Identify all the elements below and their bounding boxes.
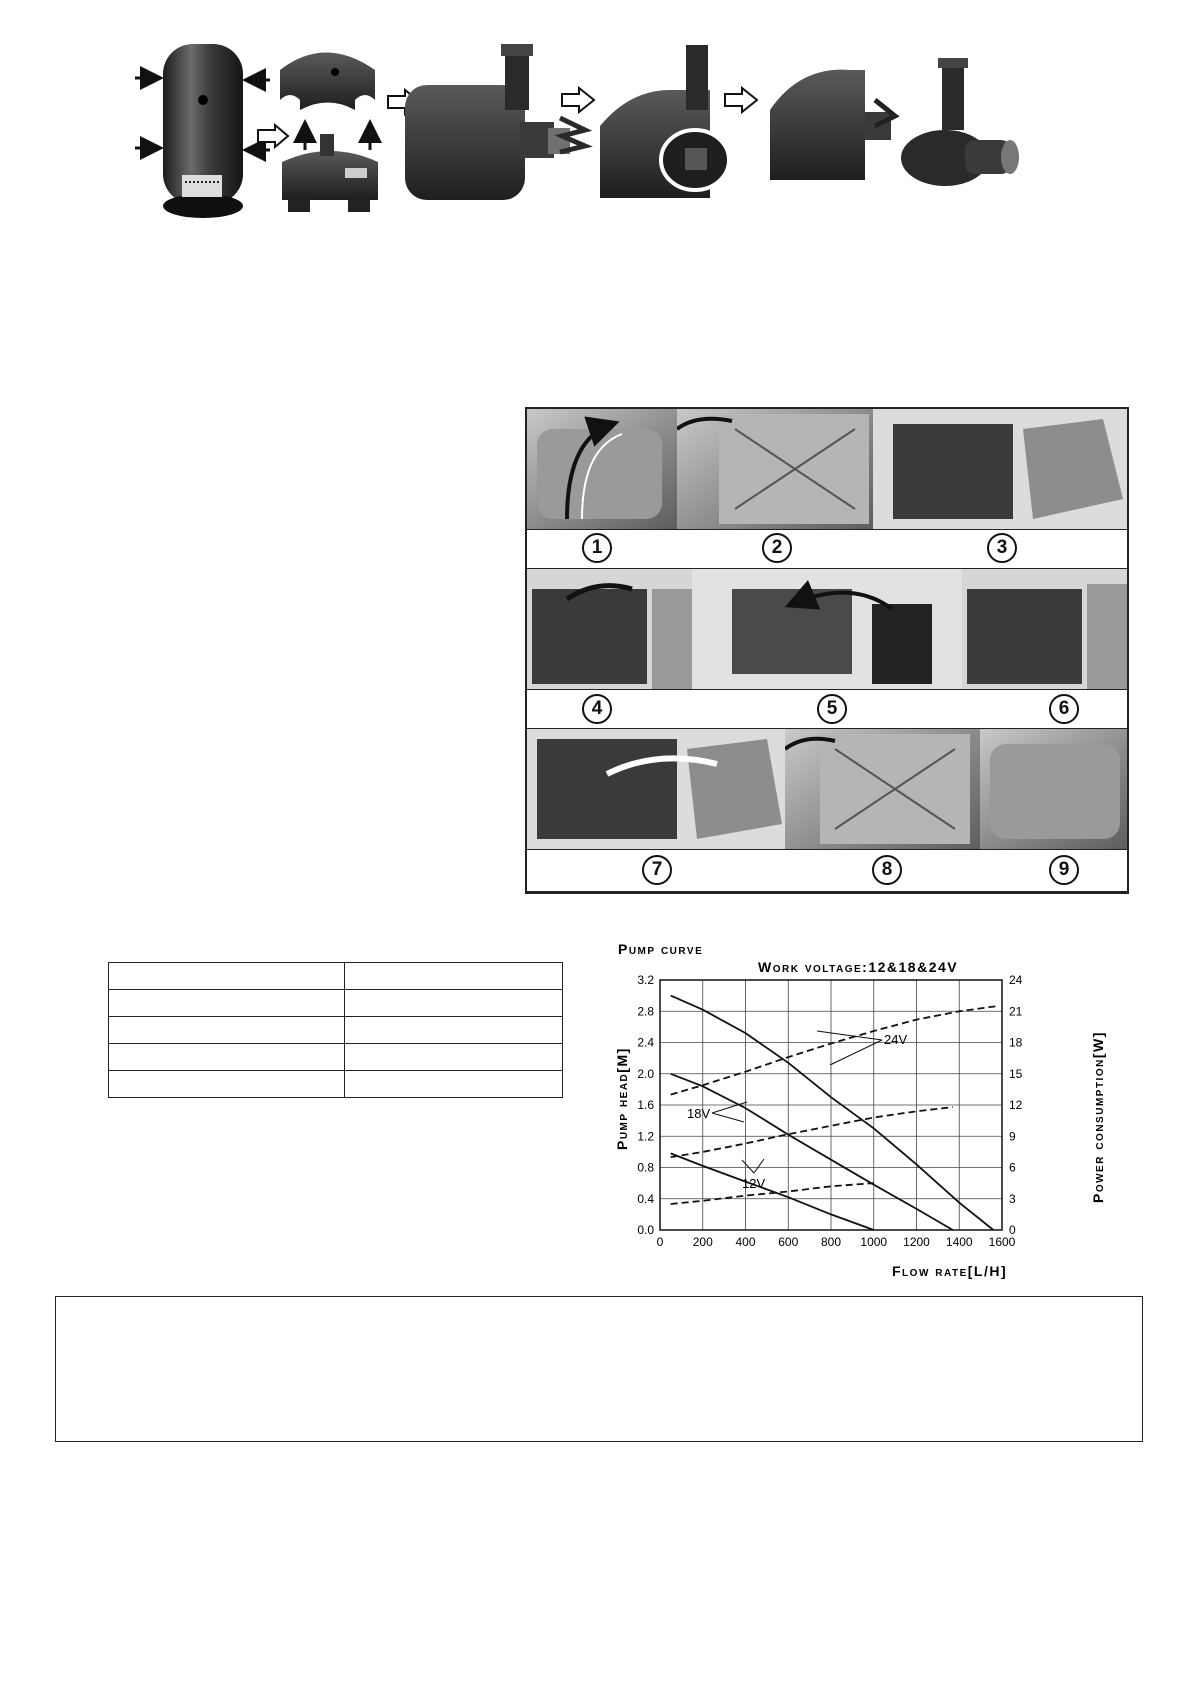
x-tick-label: 400 (735, 1235, 756, 1249)
series-power-18v (671, 1107, 953, 1157)
step-number: 6 (1049, 694, 1079, 724)
x-tick-label: 200 (692, 1235, 713, 1249)
step-number: 2 (762, 533, 792, 563)
y-tick-label: 0.4 (637, 1191, 654, 1206)
annotation-18v: 18V (687, 1106, 711, 1121)
series-head-24v (671, 996, 994, 1230)
y-axis-ticks (637, 973, 654, 1237)
chart-annotations (712, 1031, 882, 1173)
step-label-row-1 (527, 529, 1127, 569)
y2-axis-label: Power consumption[W] (1090, 1031, 1106, 1203)
chart-series (671, 996, 998, 1230)
step-photo-1 (527, 409, 677, 529)
pump-body (405, 44, 585, 200)
step-number: 8 (872, 855, 902, 885)
y-axis-label: Pump head[M] (614, 1047, 630, 1150)
step-photo-7 (527, 729, 785, 849)
y2-tick-label: 15 (1009, 1066, 1023, 1081)
y-tick-label: 2.0 (637, 1066, 654, 1081)
pump-motor-unit (282, 134, 378, 212)
x-axis-label: Flow rate[L/H] (892, 1263, 1008, 1279)
step-label-row-3 (527, 849, 1127, 892)
step-number: 3 (987, 533, 1017, 563)
x-tick-label: 1600 (988, 1235, 1016, 1249)
table-cell (109, 1017, 345, 1044)
table-cell (109, 1044, 345, 1071)
table-cell (345, 1071, 563, 1098)
pump-cover-half (280, 53, 375, 111)
x-tick-label: 1200 (903, 1235, 930, 1249)
y-tick-label: 2.8 (637, 1004, 654, 1019)
table-row (109, 1071, 563, 1098)
table-row (109, 1044, 563, 1071)
x-tick-label: 600 (778, 1235, 799, 1249)
y2-tick-label: 9 (1009, 1129, 1016, 1144)
table-cell (109, 990, 345, 1017)
y2-tick-label: 6 (1009, 1160, 1016, 1175)
x-axis-ticks (657, 1235, 1016, 1249)
x-tick-label: 1400 (945, 1235, 973, 1249)
y-tick-label: 0.8 (637, 1160, 654, 1175)
y2-tick-label: 24 (1009, 973, 1023, 987)
table-row (109, 963, 563, 990)
table-row (109, 990, 563, 1017)
table-cell (109, 963, 345, 990)
pump-curve-chart (592, 938, 1112, 1288)
table-row (109, 1017, 563, 1044)
y-tick-label: 2.4 (637, 1035, 654, 1050)
notice-box (55, 1296, 1143, 1442)
step-number: 4 (582, 694, 612, 724)
step-number: 5 (817, 694, 847, 724)
step-photo-9 (980, 729, 1127, 849)
table-cell (345, 963, 563, 990)
chart-subtitle: Work voltage:12&18&24V (758, 959, 959, 975)
step-photo-4 (527, 569, 692, 689)
y2-axis-ticks (1009, 973, 1023, 1237)
step-number: 7 (642, 855, 672, 885)
annotation-12v: 12V (742, 1176, 766, 1191)
step-photo-2 (677, 409, 873, 529)
pump-rotate-step (600, 45, 729, 198)
y-tick-label: 1.6 (637, 1098, 654, 1112)
y2-tick-label: 18 (1009, 1035, 1023, 1050)
y2-tick-label: 12 (1009, 1098, 1023, 1112)
annotation-24v: 24V (884, 1032, 908, 1047)
chart-grid (660, 980, 1002, 1230)
y-tick-label: 0.0 (637, 1223, 654, 1237)
battery-replacement-steps (525, 407, 1129, 894)
table-cell (109, 1071, 345, 1098)
spec-table (108, 962, 563, 1098)
x-tick-label: 0 (656, 1235, 664, 1249)
pump-disassembly-illustration (130, 30, 1090, 230)
step-photo-8 (785, 729, 980, 849)
series-power-12v (671, 1183, 874, 1204)
pump-separated-parts (770, 58, 1019, 186)
y2-tick-label: 3 (1009, 1191, 1016, 1206)
table-cell (345, 990, 563, 1017)
y-tick-label: 1.2 (637, 1129, 654, 1144)
step-photo-5 (692, 569, 962, 689)
x-tick-label: 800 (820, 1235, 842, 1249)
step-photo-3 (873, 409, 1127, 529)
table-cell (345, 1017, 563, 1044)
y2-tick-label: 21 (1009, 1004, 1023, 1019)
y2-tick-label: 0 (1009, 1223, 1016, 1237)
pump-housing (163, 44, 243, 218)
table-cell (345, 1044, 563, 1071)
x-tick-label: 1000 (860, 1235, 888, 1249)
step-number: 9 (1049, 855, 1079, 885)
step-label-row-2 (527, 689, 1127, 729)
step-number: 1 (582, 533, 612, 563)
chart-title: Pump curve (618, 941, 704, 957)
y-tick-label: 3.2 (637, 973, 654, 987)
series-head-12v (671, 1153, 874, 1230)
step-photo-6 (962, 569, 1127, 689)
